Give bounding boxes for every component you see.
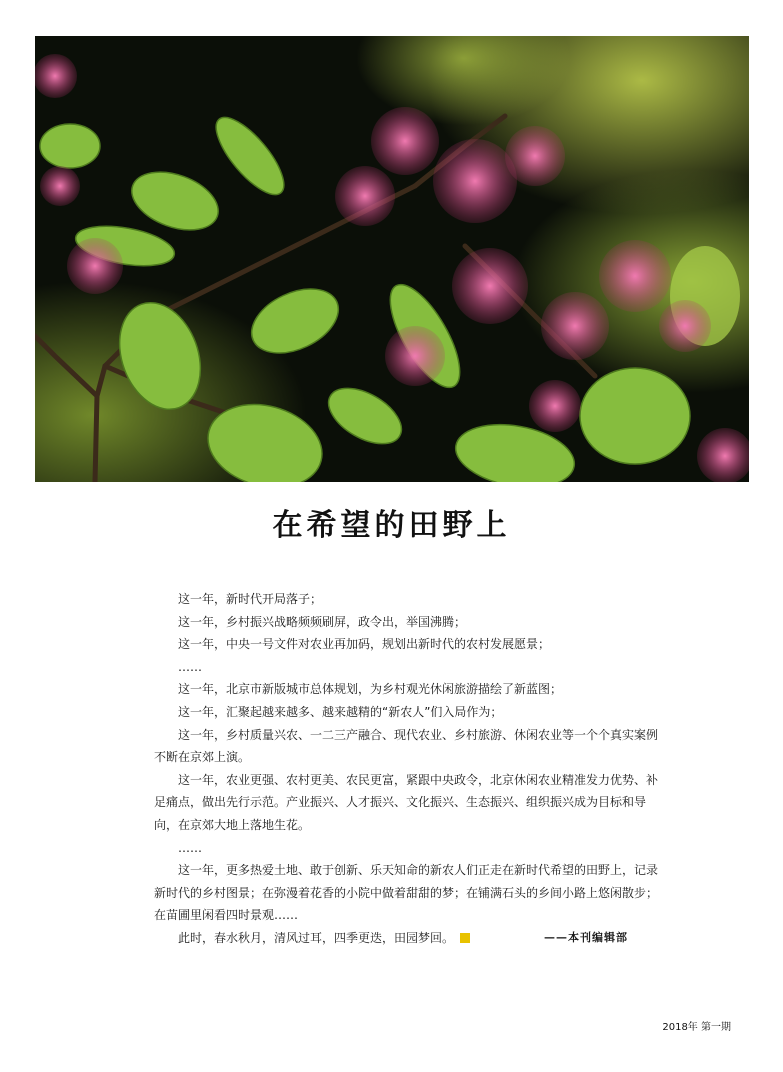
paragraph: 这一年，新时代开局落子； [178,592,323,606]
hero-photo [35,36,749,482]
closing-row [154,927,662,950]
paragraph: 这一年，汇聚起越来越多、越来越精的“新农人”们入局作为； [178,704,503,719]
page-title: 在希望的田野上 [272,508,511,543]
paragraph: 这一年，中央一号文件对农业再加码，规划出新时代的农村发展愿景； [178,637,551,652]
paragraph: 这一年，更多热爱土地、敢于创新、乐天知命的新农人们正走在新时代希望的田野上，记录新时代的乡村图景；在弥漫着花香的小院中做着甜甜的梦；在铺满石头的乡间小路上悠闲散步；在苗圃里闲看四时景观…… [154,863,659,923]
closing-line: 此时，春水秋月，清风过耳，四季更迭，田园梦回。 [178,930,455,945]
paragraph: 这一年，乡村振兴战略频频刷屏，政令出，举国沸腾； [178,614,467,629]
flowering-branch-illustration [35,36,749,482]
end-mark-icon [460,933,470,943]
paragraph: 这一年，北京市新版城市总体规划，为乡村观光休闲旅游描绘了新蓝图； [178,682,563,697]
ellipsis-line: …… [178,840,202,855]
ellipsis-line: …… [178,659,202,674]
signature: ——本刊编辑部 [544,930,628,944]
issue-footer: 2018年 第一期 [662,1022,731,1033]
body-text [154,588,662,950]
paragraph: 这一年，乡村质量兴农、一二三产融合、现代农业、乡村旅游、休闲农业等一个个真实案例不断在京郊上演。 [154,727,659,765]
paragraph: 这一年，农业更强、农村更美、农民更富，紧跟中央政令，北京休闲农业精准发力优势、补足痛点，做出先行示范。产业振兴、人才振兴、文化振兴、生态振兴、组织振兴成为目标和导向，在京郊大地上落地生花。 [154,772,659,832]
